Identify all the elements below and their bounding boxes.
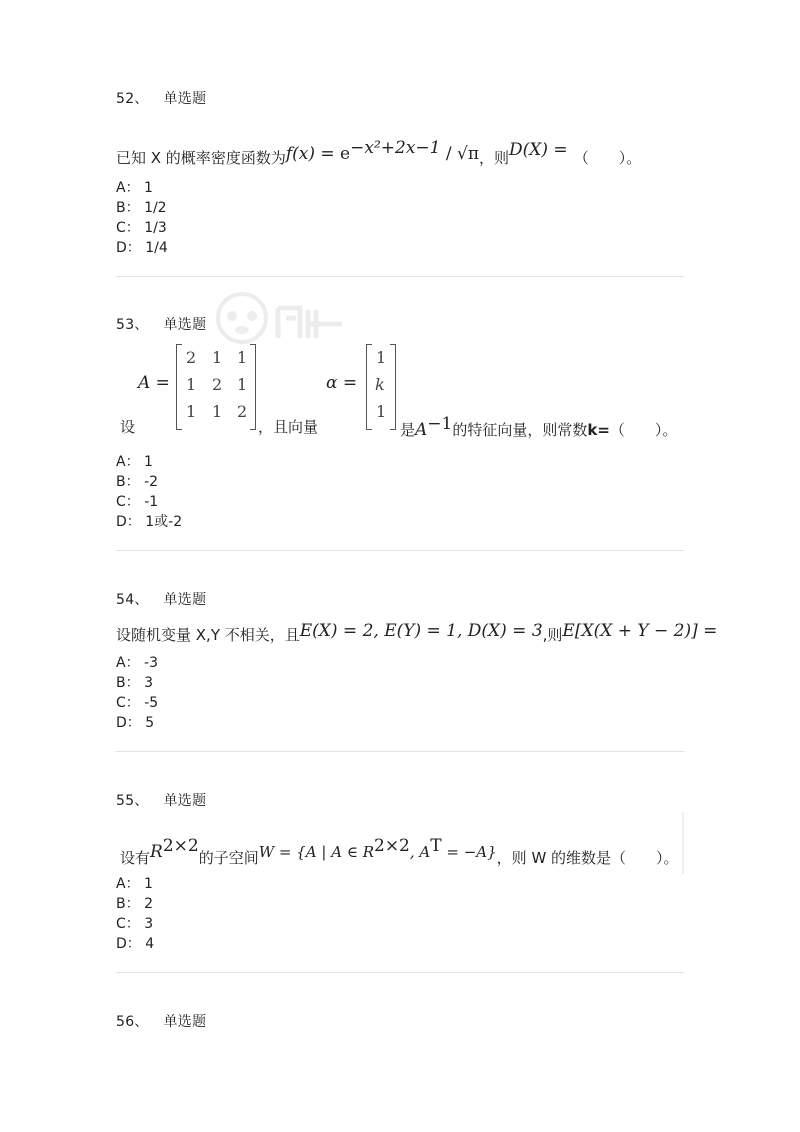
divider — [116, 751, 684, 752]
question-number: 53、 — [116, 317, 149, 333]
math-r: R — [150, 842, 163, 862]
option-d[interactable]: D： 1或-2 — [116, 514, 183, 530]
stem-text: ，则 W 的维数是 — [496, 849, 612, 867]
math-sup: 2×2 — [162, 836, 199, 856]
vector-alpha — [366, 344, 396, 428]
stem-text: ，则 — [479, 149, 510, 167]
option-a[interactable]: A： 1 — [116, 180, 153, 196]
question-number: 55、 — [116, 793, 149, 809]
question-53-options — [116, 452, 182, 532]
math-exponent: −x²+2x−1 — [350, 138, 441, 158]
matrix-cell: 1 — [237, 375, 248, 394]
question-type: 单选题 — [163, 793, 207, 809]
vector-cell: 1 — [376, 402, 387, 421]
stem-vector-text: ，且向量 — [258, 418, 319, 436]
option-a[interactable]: A： 1 — [116, 876, 153, 892]
math-expression: E[X(X + Y − 2)] = — [562, 621, 718, 641]
question-52-header — [116, 88, 206, 108]
bracket-right — [390, 344, 396, 430]
answer-blank: （ ）。 — [573, 149, 642, 167]
matrix-cell: 2 — [237, 402, 248, 421]
bracket-right — [250, 344, 256, 430]
stem-she: 设 — [120, 418, 136, 436]
option-c[interactable]: C： -5 — [116, 695, 159, 711]
matrix-cell: 2 — [212, 375, 223, 394]
divider — [116, 276, 684, 277]
stem-text: 是 — [400, 421, 416, 439]
divider — [116, 972, 684, 973]
stem-text: ,则 — [542, 626, 563, 644]
stem-text: 设有 — [120, 849, 151, 867]
option-b[interactable]: B： 3 — [116, 675, 153, 691]
math-expectation: E(X) = 2, E(Y) = 1, D(X) = 3 — [299, 621, 543, 641]
option-c[interactable]: C： 1/3 — [116, 220, 167, 236]
matrix-a-name: A = — [138, 373, 170, 393]
question-55-stem — [120, 836, 679, 867]
stem-text: 设随机变量 X,Y 不相关，且 — [116, 626, 300, 644]
math-sup: T — [430, 836, 442, 856]
stem-text: 的子空间 — [198, 849, 259, 867]
answer-blank: （ ）。 — [609, 421, 678, 439]
vector-cell: k — [375, 375, 385, 394]
question-type: 单选题 — [163, 317, 207, 333]
option-a[interactable]: A： -3 — [116, 655, 158, 671]
bracket-left — [366, 344, 372, 430]
answer-blank: （ ）。 — [611, 849, 679, 867]
math-a: A — [415, 420, 428, 440]
math-fx: f(x) — [285, 144, 315, 164]
question-number: 54、 — [116, 592, 149, 608]
question-type: 单选题 — [163, 1014, 207, 1030]
math-div: / √π — [440, 144, 480, 164]
question-55-header — [116, 790, 206, 810]
math-sup: 2×2 — [374, 836, 410, 856]
option-d[interactable]: D： 4 — [116, 936, 155, 952]
question-54-stem — [116, 620, 718, 644]
vector-alpha-name: α = — [326, 373, 358, 393]
question-number: 52、 — [116, 91, 149, 107]
matrix-cell: 1 — [186, 375, 197, 394]
bracket-left — [176, 344, 182, 430]
option-d[interactable]: D： 1/4 — [116, 240, 168, 256]
question-55-options — [116, 874, 154, 954]
matrix-cell: 2 — [186, 348, 197, 367]
question-52-options — [116, 178, 168, 258]
math-w: W = {A | A ∈ R — [258, 843, 374, 861]
stem-text: 的特征向量，则常数 — [452, 421, 588, 439]
option-c[interactable]: C： -1 — [116, 494, 159, 510]
math-w: , A — [409, 843, 431, 861]
matrix-a — [176, 344, 256, 428]
stem-k: k= — [587, 421, 610, 439]
question-number: 56、 — [116, 1014, 149, 1030]
question-56-header — [116, 1011, 206, 1031]
question-53-stem-tail — [400, 414, 677, 440]
matrix-cell: 1 — [212, 402, 223, 421]
option-c[interactable]: C： 3 — [116, 916, 154, 932]
stem-text: 已知 X 的概率密度函数为 — [116, 149, 286, 167]
option-d[interactable]: D： 5 — [116, 715, 155, 731]
option-b[interactable]: B： 2 — [116, 896, 153, 912]
vector-cell: 1 — [376, 348, 387, 367]
matrix-cell: 1 — [212, 348, 223, 367]
math-dx: D(X) = — [509, 140, 568, 160]
panda-watermark-icon — [212, 288, 372, 348]
math-eq: = e — [314, 144, 351, 164]
question-54-header — [116, 589, 206, 609]
option-b[interactable]: B： -2 — [116, 474, 159, 490]
option-b[interactable]: B： 1/2 — [116, 200, 167, 216]
edge-line — [682, 812, 684, 874]
question-54-options — [116, 653, 158, 733]
question-type: 单选题 — [163, 91, 207, 107]
divider — [116, 550, 684, 551]
question-53-header — [116, 314, 206, 334]
math-w: = −A} — [441, 843, 497, 861]
matrix-cell: 1 — [237, 348, 248, 367]
option-a[interactable]: A： 1 — [116, 454, 153, 470]
question-52-stem — [116, 138, 642, 167]
question-type: 单选题 — [163, 592, 207, 608]
matrix-cell: 1 — [186, 402, 197, 421]
math-sup: −1 — [427, 414, 453, 434]
